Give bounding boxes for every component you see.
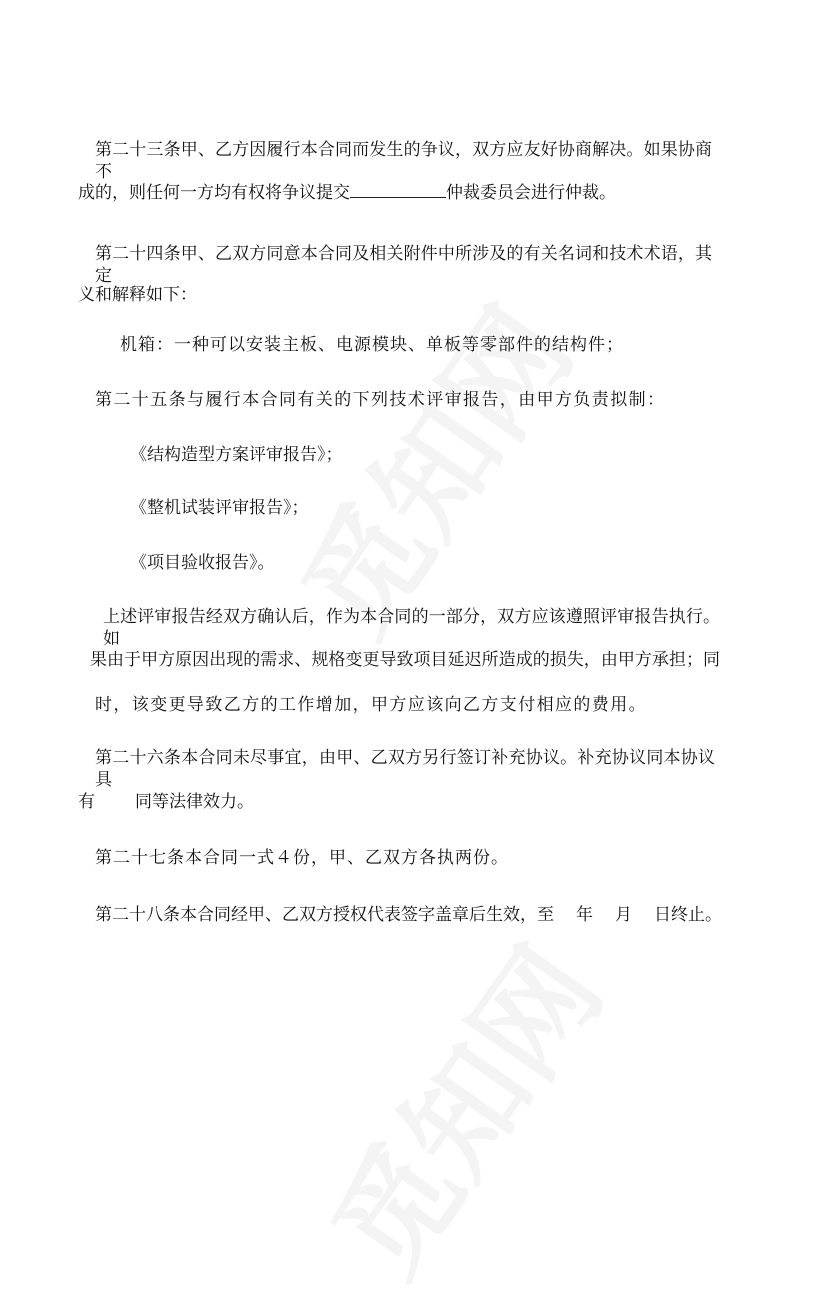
article-26-line-2 bbox=[78, 791, 254, 813]
text: 年 bbox=[576, 905, 593, 925]
article-25: 第二十五条与履行本合同有关的下列技术评审报告，由甲方负责拟制： bbox=[95, 390, 666, 410]
blank-field bbox=[350, 181, 446, 198]
article-24-line-2: 义和解释如下： bbox=[78, 285, 197, 305]
text: 成的，则任何一方均有权将争议提交 bbox=[78, 183, 350, 203]
text: 仲裁委员会进行仲裁。 bbox=[446, 183, 616, 203]
text: 月 bbox=[615, 905, 632, 925]
article-23-line-1: 第二十三条甲、乙方因履行本合同而发生的争议，双方应友好协商解决。如果协商不 bbox=[95, 140, 712, 182]
review-para-line-1: 上述评审报告经双方确认后，作为本合同的一部分，双方应该遵照评审报告执行。如 bbox=[103, 607, 720, 649]
definition-chassis: 机箱：一种可以安装主板、电源模块、单板等零部件的结构件； bbox=[120, 335, 624, 355]
review-para-line-3: 时，该变更导致乙方的工作增加，甲方应该向乙方支付相应的费用。 bbox=[95, 695, 647, 715]
review-para-line-2: 果由于甲方原因出现的需求、规格变更导致项目延迟所造成的损失，由甲方承担；同 bbox=[90, 650, 720, 670]
text: 日终止。 bbox=[654, 905, 722, 925]
article-26-line-1: 第二十六条本合同未尽事宜，由甲、乙双方另行签订补充协议。补充协议同本协议具 bbox=[95, 748, 715, 790]
report-item-2: 《整机试装评审报告》； bbox=[130, 498, 309, 518]
watermark bbox=[286, 909, 633, 1303]
report-item-3: 《项目验收报告》。 bbox=[130, 553, 275, 573]
article-24-line-1: 第二十四条甲、乙双方同意本合同及相关附件中所涉及的有关名词和技术术语，其定 bbox=[95, 244, 712, 286]
article-23-line-2 bbox=[78, 181, 616, 204]
text: 第二十八条本合同经甲、乙双方授权代表签字盖章后生效，至 bbox=[95, 905, 554, 925]
report-item-1: 《结构造型方案评审报告》； bbox=[130, 445, 343, 465]
text: 有 bbox=[78, 792, 95, 812]
article-28 bbox=[95, 904, 722, 926]
text: 同等法律效力。 bbox=[135, 792, 254, 812]
article-27: 第二十七条本合同一式４份，甲、乙双方各执两份。 bbox=[95, 848, 509, 868]
watermark bbox=[256, 269, 603, 663]
